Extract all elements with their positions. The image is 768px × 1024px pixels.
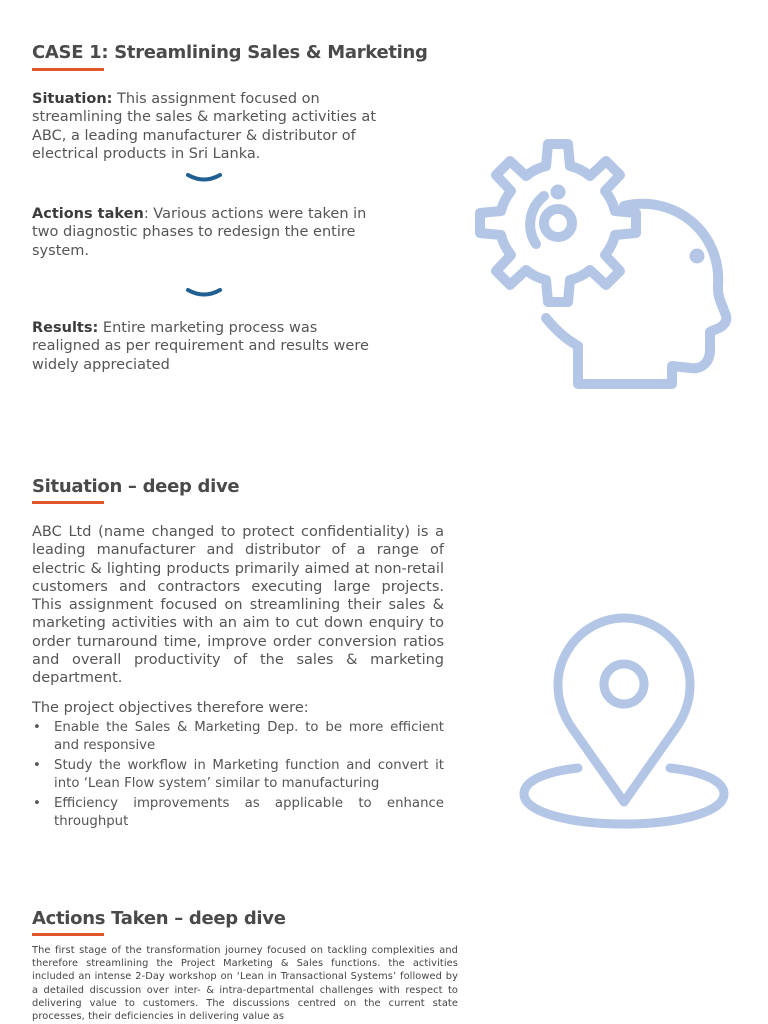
case1-situation xyxy=(32,90,382,163)
actions-deep-underline xyxy=(32,933,104,936)
chevron-down-icon xyxy=(186,287,222,299)
list-item: • Efficiency improvements as applicable to enhance throughput xyxy=(32,795,444,832)
results-label: Results: xyxy=(32,320,99,336)
case1-actions xyxy=(32,205,372,260)
situation-deep-underline xyxy=(32,501,104,504)
gear-head-icon xyxy=(474,136,736,396)
situation-deep-title: Situation – deep dive xyxy=(32,476,240,497)
actions-deep-body: The first stage of the transformation journey focused on tackling complexities and therefore streamlining the Project Marketing & Sales functions. the activities included an intense 2-Day workshop on ‘Lean in Transactional Systems’ followed by a detailed discussion over inter- & intra-departmental challenges with respect to delivering value to customers. The discussions centred on the current state processes, their deficiencies in delivering value as xyxy=(32,945,458,1023)
objectives-list xyxy=(32,719,444,833)
list-item: • Study the workflow in Marketing function and convert it into ‘Lean Flow system’ similar to manufacturing xyxy=(32,757,444,794)
case1-title: CASE 1: Streamlining Sales & Marketing xyxy=(32,42,428,63)
results-text: Entire marketing process was realigned as per requirement and results were widely appreciated xyxy=(32,320,369,373)
case1-title-underline xyxy=(32,68,104,71)
list-item: • Enable the Sales & Marketing Dep. to be more efficient and responsive xyxy=(32,719,444,756)
situation-label: Situation: xyxy=(32,91,113,107)
actions-label: Actions taken xyxy=(32,206,144,222)
location-pin-icon xyxy=(516,600,736,830)
case1-results xyxy=(32,319,384,374)
objectives-intro: The project objectives therefore were: xyxy=(32,700,309,716)
chevron-down-icon xyxy=(186,172,222,184)
actions-text: : Various actions were taken in two diagnostic phases to redesign the entire system. xyxy=(32,206,367,259)
situation-text: This assignment focused on streamlining the sales & marketing activities at ABC, a leading manufacturer & distributor of electrical products in Sri Lanka. xyxy=(32,91,377,162)
actions-deep-title: Actions Taken – deep dive xyxy=(32,908,286,929)
situation-deep-body: ABC Ltd (name changed to protect confidentiality) is a leading manufacturer and distributor of a range of electric & lighting products primarily aimed at non-retail customers and contractors executing large projects. This assignment focused on streamlining their sales & marketing activities with an aim to cut down enquiry to order turnaround time, improve order conversion ratios and overall productivity of the sales & marketing department. xyxy=(32,524,444,687)
